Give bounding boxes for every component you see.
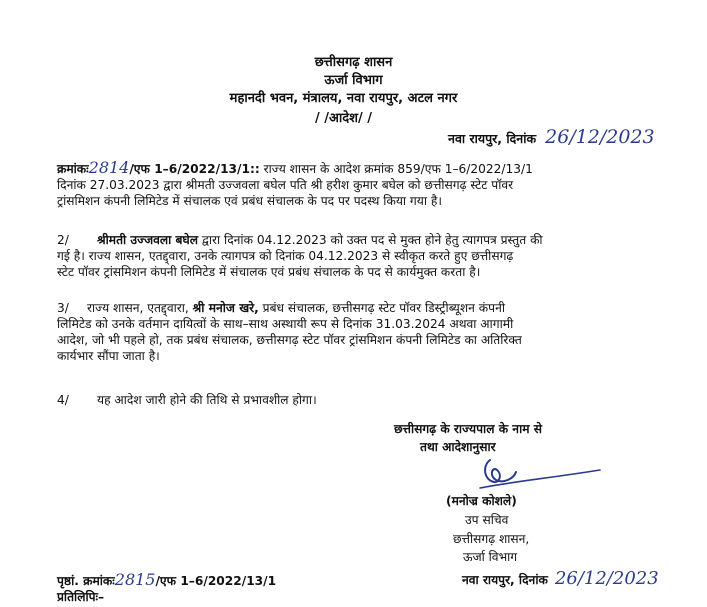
paragraph-3 <box>57 300 677 364</box>
para3-line1-start: राज्य शासन, एतद्द्वारा, <box>87 301 189 315</box>
para3-number: 3/ <box>57 301 69 315</box>
signatory-office: छत्तीसगढ़ शासन, <box>453 532 530 546</box>
para1-line3: ट्रांसमिशन कंपनी लिमिटेड में संचालक एवं प्रबंध संचालक के पद पर पदस्थ किया गया है। <box>57 194 442 208</box>
para2-line2: गई है। राज्य शासन, एतद्द्वारा, उनके त्यागपत्र को दिनांक 04.12.2023 से स्वीकृत करते हुए छत्तीसगढ़ <box>57 249 514 263</box>
place-date <box>448 126 655 148</box>
endorsement-prefix: पृष्ठां. क्रमांकः <box>57 574 115 588</box>
order-ref-prefix: क्रमांकः <box>57 162 89 176</box>
signatory-department: ऊर्जा विभाग <box>463 550 518 564</box>
handwritten-order-number: 2814 <box>88 158 130 177</box>
endorsement-place-date <box>462 568 659 589</box>
para1-line2: दिनांक 27.03.2023 द्वारा श्रीमती उज्जवला बघेल पति श्री हरीश कुमार बघेल को छत्तीसगढ़ स्टेट पॉवर <box>57 178 514 192</box>
signatory-name: (मनोज्र कोशले) <box>446 494 517 508</box>
endorsement-suffix: /एफ 1–6/2022/13/1 <box>155 574 277 588</box>
office-address: महानदी भवन, मंत्रालय, नवा रायपुर, अटल नगर <box>229 91 458 106</box>
order-title: / /आदेश/ / <box>314 111 373 126</box>
copy-label: प्रतिलिपिः– <box>57 590 105 604</box>
para4-number: 4/ <box>57 393 69 407</box>
paragraph-4 <box>57 392 677 408</box>
para2-line3: स्टेट पॉवर ट्रांसमिशन कंपनी लिमिटेड में संचालक एवं प्रबंध संचालक के पद से कार्यमुक्त करता है। <box>57 265 481 279</box>
paragraph-1 <box>57 160 677 209</box>
handwritten-date: 26/12/2023 <box>545 126 655 148</box>
para2-number: 2/ <box>57 233 69 247</box>
para3-line1-rest: प्रबंध संचालक, छत्तीसगढ़ स्टेट पॉवर डिस्ट्रीब्यूशन कंपनी <box>262 301 505 315</box>
as-ordered-line: तथा आदेशानुसार <box>420 440 496 454</box>
para3-line4: कार्यभार सौंपा जाता है। <box>57 349 160 363</box>
para1-line1: राज्य शासन के आदेश क्रमांक 859/एफ 1–6/2022/13/1 <box>263 162 533 176</box>
para4-text: यह आदेश जारी होने की तिथि से प्रभावशील होगा। <box>97 393 317 407</box>
place-date-label: नवा रायपुर, दिनांक <box>448 131 537 146</box>
para3-name: श्री मनोज खरे, <box>192 301 259 315</box>
signatory-designation: उप सचिव <box>465 513 509 527</box>
endorsement-handwritten-date: 26/12/2023 <box>554 568 659 589</box>
governor-name-line: छत्तीसगढ़ के राज्यपाल के नाम से <box>394 422 542 436</box>
govt-name: छत्तीसगढ़ शासन <box>314 55 393 70</box>
endorsement-ref <box>57 570 276 589</box>
para2-line1: द्वारा दिनांक 04.12.2023 को उक्त पद से मुक्त होने हेतु त्यागपत्र प्रस्तुत की <box>201 233 543 247</box>
para3-line3: आदेश, जो भी पहले हो, तक प्रबंध संचालक, छत्तीसगढ़ स्टेट पॉवर ट्रांसमिशन कंपनी लिमिटेड का अतिरिक्त <box>57 333 522 347</box>
order-ref-suffix: /एफ 1–6/2022/13/1:: <box>129 162 260 176</box>
endorsement-place-label: नवा रायपुर, दिनांक <box>462 573 548 587</box>
para2-name: श्रीमती उज्जवला बघेल <box>97 233 198 247</box>
handwritten-endorsement-number: 2815 <box>114 570 156 589</box>
department-name: ऊर्जा विभाग <box>324 73 383 88</box>
paragraph-2 <box>57 232 677 280</box>
para3-line2: लिमिटेड को उनके वर्तमान दायित्वों के साथ–साथ अस्थायी रूप से दिनांक 31.03.2024 अथवा आगामी <box>57 317 514 331</box>
